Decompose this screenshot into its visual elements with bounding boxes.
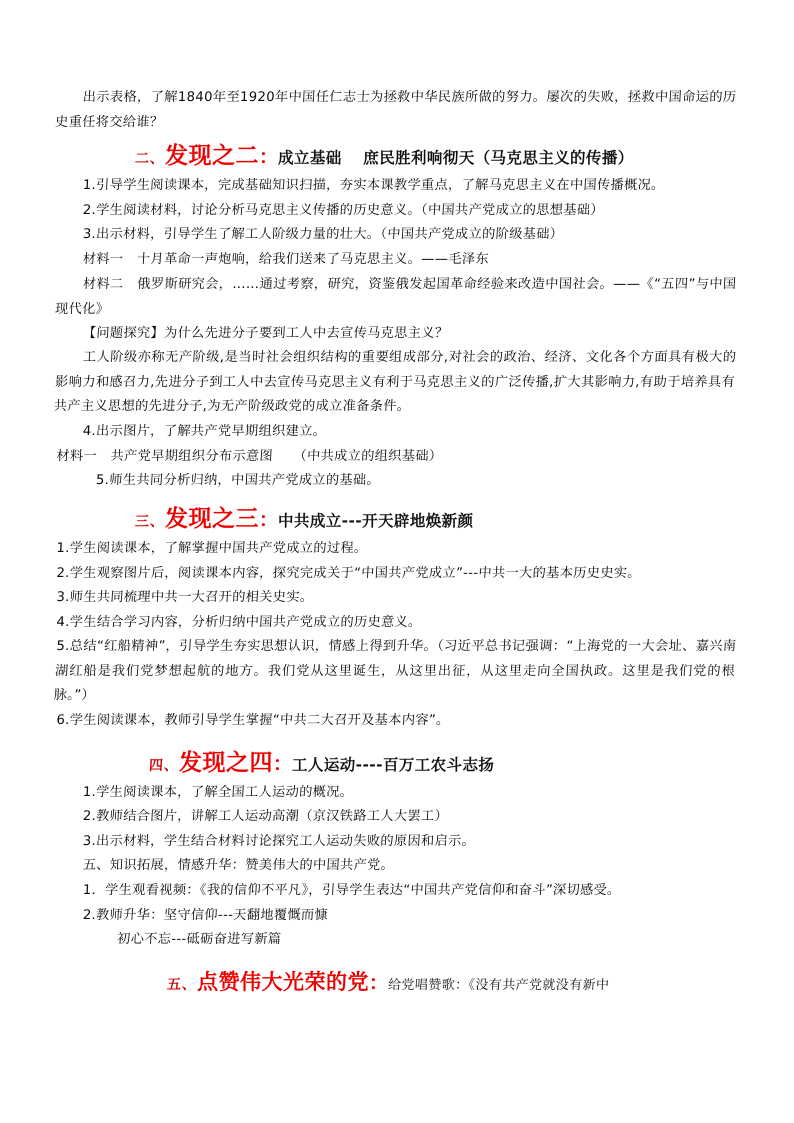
section-two-title: 发现之二 — [165, 143, 259, 170]
section-two-material-one: 材料一 十月革命一声炮响，给我们送来了马克思主义。——毛泽东 — [82, 251, 490, 267]
section-two-heading — [57, 141, 737, 174]
section-three-item-6: 6.学生阅读课本，教师引导学生掌握“中共二大召开及基本内容”。 — [56, 713, 450, 729]
section-two-number: 二、 — [134, 151, 166, 168]
section-two-subtitle: 成立基础 庶民胜利响彻天（马克思主义的传播） — [278, 149, 634, 168]
section-five-praise-colon: ： — [369, 971, 389, 994]
section-three-number: 三、 — [134, 513, 166, 530]
section-two-question-prompt: 【问题探究】为什么先进分子要到工人中去宣传马克思主义？ — [82, 325, 449, 341]
section-five-praise-number: 五、 — [166, 976, 198, 993]
section-two-item-2: 2.学生阅读材料，讨论分析马克思主义传播的历史意义。（中国共产党成立的思想基础） — [82, 202, 605, 218]
section-two-item-1: 1.引导学生阅读课本，完成基础知识扫描，夯实本课教学重点，了解马克思主义在中国传播概况。 — [82, 178, 666, 194]
section-four-colon: ： — [273, 752, 293, 775]
intro-paragraph: 出示表格，了解1840年至1920年中国任仁志士为拯救中华民族所做的努力。屡次的失败，拯救中国命运的历史重任将交给谁？ — [54, 90, 737, 130]
section-two-material-three: 材料一 共产党早期组织分布示意图 （中共成立的组织基础） — [56, 448, 443, 464]
section-three-colon: ： — [259, 508, 279, 531]
section-five-praise-heading — [57, 967, 737, 1001]
section-five-extend-item-1: 1．学生观看视频：《我的信仰不平凡》，引导学生表达“中国共产党信仰和奋斗”深切感受。 — [82, 883, 622, 899]
section-two-material-two: 材料二 俄罗斯研究会，……通过考察，研究，资鉴俄发起国革命经验来改造中国社会。——《“五四”与中国现代化》 — [54, 276, 737, 317]
section-two-item-4: 4.出示图片，了解共产党早期组织建立。 — [82, 424, 327, 440]
section-four-item-3: 3.出示材料，学生结合材料讨论探究工人运动失败的原因和启示。 — [82, 833, 476, 849]
section-five-praise-subtitle: 给党唱赞歌：《没有共产党就没有新中 — [387, 977, 610, 993]
section-three-item-4: 4.学生结合学习内容，分析归纳中国共产党成立的历史意义。 — [56, 614, 423, 630]
section-two-item-5: 5.师生共同分析归纳，中国共产党成立的基础。 — [95, 473, 381, 489]
section-four-heading — [57, 748, 737, 781]
section-three-subtitle: 中共成立---开天辟地焕新颜 — [278, 511, 474, 530]
spacer — [57, 494, 737, 504]
section-two-colon: ： — [259, 146, 279, 169]
section-five-extend-item-3: 初心不忘---砥砺奋进写新篇 — [116, 932, 282, 948]
section-four-item-2: 2.教师结合图片，讲解工人运动高潮（京汉铁路工人大罢工） — [82, 809, 449, 825]
section-two-answer: 工人阶级亦称无产阶级,是当时社会组织结构的重要组成部分,对社会的政治、经济、文化各个方面具有极大的影响力和感召力,先进分子到工人中去宣传马克思主义有利于马克思主义的广泛传播,扩大其影响力,有助于培养具有共产主义思想的先进分子,为无产阶级政党的成立准备条件。 — [53, 350, 737, 415]
section-five-praise-title: 点赞伟大光荣的党 — [197, 969, 369, 994]
document-body — [53, 86, 737, 1001]
section-four-title: 发现之四 — [179, 749, 273, 776]
section-five-extend-item-2: 2.教师升华：坚守信仰---天翻地覆慨而慷 — [82, 907, 329, 923]
section-three-heading — [57, 504, 737, 537]
section-four-item-1: 1.学生阅读课本，了解全国工人运动的概况。 — [82, 784, 354, 800]
spacer — [57, 953, 737, 967]
section-three-title: 发现之三 — [165, 505, 259, 532]
section-three-item-2: 2.学生观察图片后，阅读课本内容，探究完成关于“中国共产党成立”---中共一大的基本历史史实。 — [56, 565, 642, 581]
section-two-item-3: 3.出示材料，引导学生了解工人阶级力量的壮大。（中国共产党成立的阶级基础） — [82, 227, 564, 243]
spacer — [57, 734, 737, 748]
section-four-subtitle: 工人运动----百万工农斗志扬 — [292, 755, 495, 774]
section-five-extend-heading: 五、知识拓展，情感升华：赞美伟大的中国共产党。 — [82, 858, 395, 874]
section-four-number: 四、 — [148, 757, 180, 774]
section-three-item-3: 3.师生共同梳理中共一大召开的相关史实。 — [56, 590, 314, 606]
section-three-item-5: 5.总结“红船精神”，引导学生夯实思想认识，情感上得到升华。（习近平总书记强调：“上海党的一大会址、嘉兴南湖红船是我们党梦想起航的地方。我们党从这里诞生，从这里出征，从这里走向全国执政。这里是我们党的根脉。”） — [53, 639, 737, 704]
section-three-item-1: 1.学生阅读课本，了解掌握中国共产党成立的过程。 — [56, 540, 368, 556]
